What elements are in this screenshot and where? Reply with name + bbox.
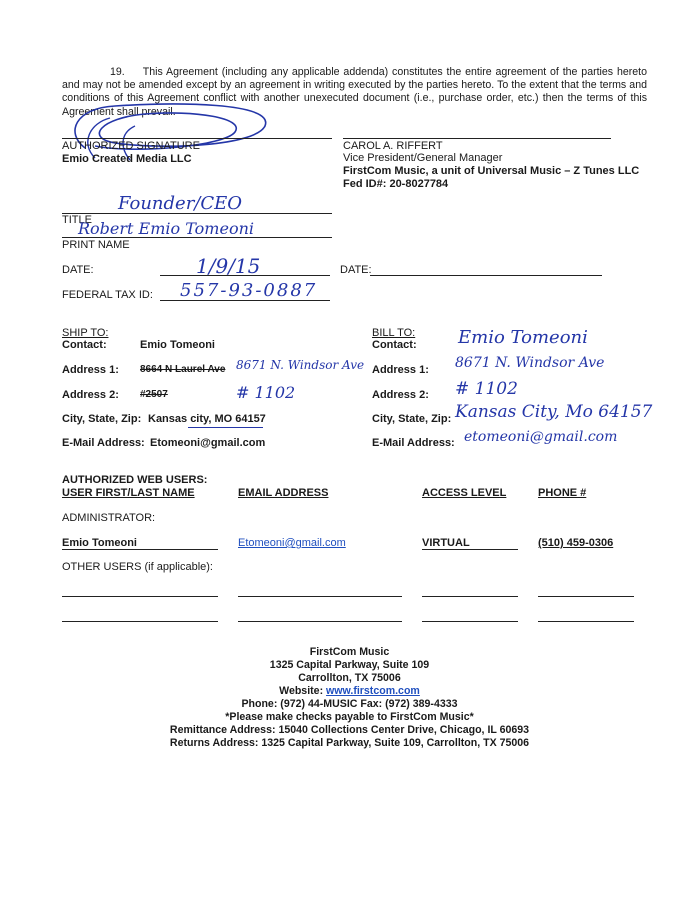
bill-address1-label: Address 1:: [372, 364, 429, 376]
other-users-label: OTHER USERS (if applicable):: [62, 561, 213, 573]
bill-city-hand: Kansas City, Mo 64157: [455, 402, 653, 422]
admin-phone: (510) 459-0306: [538, 537, 614, 549]
ship-address1-hand: 8671 N. Windsor Ave: [236, 358, 365, 372]
ship-address2-label: Address 2:: [62, 389, 119, 401]
col-user-name: USER FIRST/LAST NAME: [62, 487, 195, 499]
footer-website-line: [0, 685, 699, 697]
signer-title: Vice President/General Manager: [343, 152, 503, 164]
signer-name: CAROL A. RIFFERT: [343, 140, 443, 152]
tax-id-line: [160, 300, 330, 301]
admin-email-link[interactable]: Etomeoni@gmail.com: [238, 537, 346, 549]
ship-address1-label: Address 1:: [62, 364, 119, 376]
col-email: EMAIL ADDRESS: [238, 487, 329, 499]
authorized-signature-label: AUTHORIZED SIGNATURE: [62, 140, 200, 152]
admin-email-cell: [238, 537, 346, 549]
ship-city-value: Kansas city, MO 64157: [148, 413, 266, 425]
firstcom-signature-line: [343, 138, 611, 139]
footer-website-label: Website:: [279, 685, 324, 697]
ship-contact-value: Emio Tomeoni: [140, 339, 215, 351]
ship-email-label: E-Mail Address:: [62, 437, 145, 449]
bill-contact-label: Contact:: [372, 339, 417, 351]
other-user-row2-phone: [538, 621, 634, 622]
ship-city-underline: [188, 427, 263, 428]
web-users-heading: AUTHORIZED WEB USERS:: [62, 474, 208, 486]
other-user-row1-phone: [538, 596, 634, 597]
licensee-company: Emio Created Media LLC: [62, 153, 192, 165]
col-access-level: ACCESS LEVEL: [422, 487, 507, 499]
other-user-row2-name: [62, 621, 218, 622]
admin-access-text: VIRTUAL: [422, 537, 470, 549]
ship-address2-struck: #2507: [140, 389, 168, 400]
other-user-row2-email: [238, 621, 402, 622]
signer-company: FirstCom Music, a unit of Universal Music – Z Tunes LLC: [343, 165, 640, 177]
bill-contact-hand: Emio Tomeoni: [458, 327, 588, 348]
clause-text: This Agreement (including any applicable addenda) constitutes the entire agreement of the parties hereto and may not be amended except by an agreement in writing executed by the parties hereto. To the extent that the terms and conditions of this Agreement conflict with another unexecuted document (i.e., purchase order, etc.) then the terms of this Agreement shall prevail.: [62, 66, 647, 118]
footer-company: FirstCom Music: [309, 646, 390, 658]
footer-returns: Returns Address: 1325 Capital Parkway, Suite 109, Carrollton, TX 75006: [169, 737, 530, 749]
footer-address: 1325 Capital Parkway, Suite 109: [269, 659, 430, 671]
bill-address2-hand: # 1102: [455, 379, 518, 399]
other-user-row1-name: [62, 596, 218, 597]
admin-access: [422, 537, 518, 550]
right-date-line: [370, 275, 602, 276]
date-label: DATE:: [62, 264, 94, 276]
admin-name: [62, 537, 218, 550]
bill-city-label: City, State, Zip:: [372, 413, 452, 425]
col-phone: PHONE #: [538, 487, 587, 499]
footer-website-link[interactable]: www.firstcom.com: [326, 685, 420, 697]
ship-to-heading: SHIP TO:: [62, 327, 109, 339]
fed-id: Fed ID#: 20-8027784: [343, 178, 449, 190]
title-value: Founder/CEO: [118, 193, 243, 214]
title-line: [62, 213, 332, 214]
ship-address1-struck: 8664 N Laurel Ave: [140, 364, 226, 375]
ship-city-label: City, State, Zip:: [62, 413, 142, 425]
print-name-value: Robert Emio Tomeoni: [78, 219, 254, 238]
tax-id-value: 557-93-0887: [180, 280, 318, 301]
bill-email-label: E-Mail Address:: [372, 437, 455, 449]
other-user-row1-email: [238, 596, 402, 597]
other-user-row2-access: [422, 621, 518, 622]
date-value: 1/9/15: [196, 254, 261, 278]
date-line: [160, 275, 330, 276]
title-label: TITLE: [62, 214, 92, 226]
admin-name-text: Emio Tomeoni: [62, 537, 137, 549]
footer-phone: Phone: (972) 44-MUSIC Fax: (972) 389-4333: [241, 698, 458, 710]
clause-number: 19.: [110, 66, 125, 78]
signature-line: [62, 138, 332, 139]
footer-city: Carrollton, TX 75006: [298, 672, 401, 684]
bill-address2-label: Address 2:: [372, 389, 429, 401]
bill-to-heading: BILL TO:: [372, 327, 416, 339]
footer-checks-note: *Please make checks payable to FirstCom Music*: [225, 711, 474, 723]
bill-email-hand: etomeoni@gmail.com: [464, 429, 618, 445]
tax-id-label: FEDERAL TAX ID:: [62, 289, 153, 301]
print-name-line: [62, 237, 332, 238]
ship-contact-label: Contact:: [62, 339, 107, 351]
bill-address1-hand: 8671 N. Windsor Ave: [455, 355, 605, 371]
administrator-label: ADMINISTRATOR:: [62, 512, 156, 524]
right-date-label: DATE:: [340, 264, 372, 276]
print-name-label: PRINT NAME: [62, 239, 130, 251]
other-user-row1-access: [422, 596, 518, 597]
ship-address2-hand: # 1102: [236, 383, 296, 402]
footer-remittance: Remittance Address: 15040 Collections Center Drive, Chicago, IL 60693: [169, 724, 530, 736]
ship-email-value: Etomeoni@gmail.com: [150, 437, 266, 449]
